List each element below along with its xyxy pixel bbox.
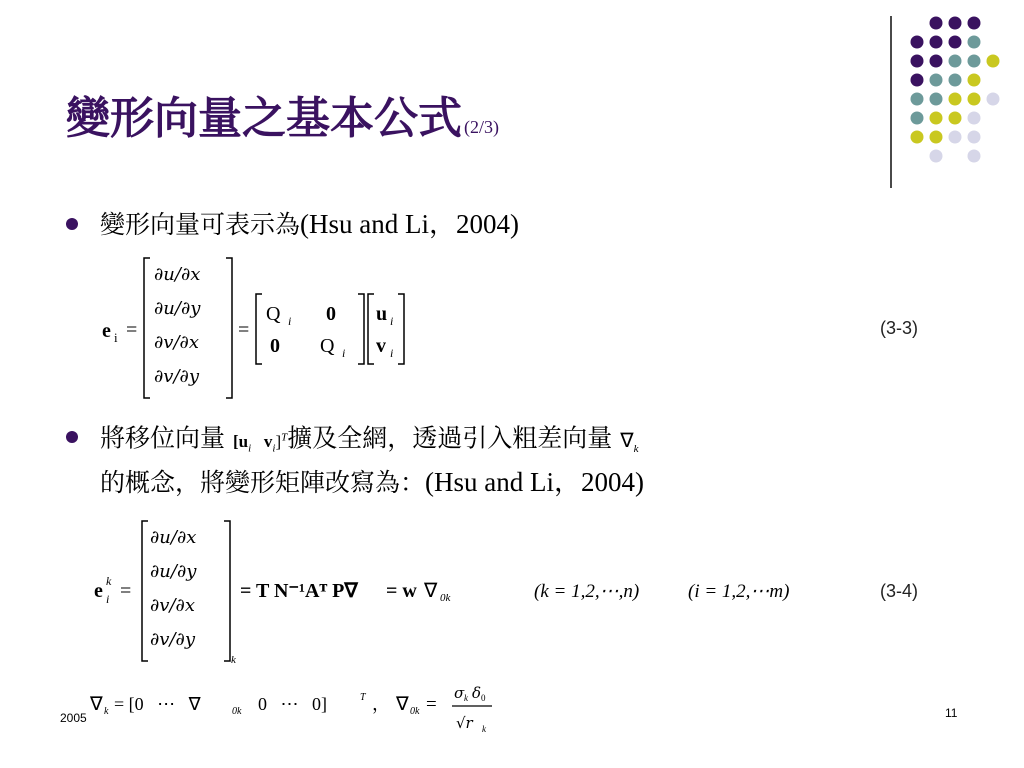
- eq1-v: v: [376, 335, 386, 357]
- eq3-left-sub: k: [104, 706, 109, 717]
- bullet-2-citation: (Hsu and Li，2004): [425, 467, 644, 497]
- eq3-row-tail: 0 ⋯ 0]: [258, 694, 327, 714]
- eq2-lhs: e: [94, 580, 103, 602]
- decor-dot: [968, 17, 981, 30]
- eq1-m11-sub: i: [288, 314, 292, 328]
- eq2-number: (3-4): [880, 581, 919, 601]
- decor-dot: [949, 17, 962, 30]
- decor-dot: [968, 150, 981, 163]
- decor-dot: [968, 131, 981, 144]
- decor-dot: [987, 93, 1000, 106]
- footer-year: 2005: [60, 711, 87, 725]
- eq1-equals-2: =: [238, 319, 250, 341]
- inline-vec-sup: T: [281, 431, 288, 443]
- bullet-marker: [66, 218, 78, 230]
- decor-dot: [911, 131, 924, 144]
- decor-dot: [968, 93, 981, 106]
- bullet-1-text: [100, 204, 519, 245]
- eq2-vec-3: ∂v/∂x: [150, 595, 195, 616]
- decor-dot: [968, 55, 981, 68]
- bullet-marker: [66, 431, 78, 443]
- bullet-1-cjk: 變形向量可表示為: [100, 210, 301, 239]
- eq3-equals: =: [426, 694, 437, 715]
- eq2-range-k: (k = 1,2,⋯,n): [534, 581, 640, 602]
- decor-dot: [930, 55, 943, 68]
- eq2-equals: =: [120, 580, 132, 602]
- decor-dot: [911, 112, 924, 125]
- inline-nabla-symbol: ∇: [620, 429, 634, 452]
- eq2-tail-sub: 0k: [440, 592, 451, 604]
- eq1-m12: 0: [326, 303, 336, 325]
- eq1-m22: Q: [320, 335, 335, 357]
- eq3-right: ∇: [396, 694, 409, 715]
- eq3-den-sub: k: [482, 724, 486, 734]
- eq1-vec-4: ∂v/∂y: [154, 366, 200, 387]
- equation-3-3: [90, 252, 960, 402]
- eq3-num-delta: δ: [472, 684, 482, 702]
- inline-nabla: [620, 429, 639, 455]
- eq1-m11: Q: [266, 303, 281, 325]
- bullet-2-line-2-cjk: 的概念，將變形矩陣改寫為：: [100, 468, 426, 497]
- bullet-2-line-2: [100, 462, 644, 503]
- bullet-2-text-a: 將移位向量: [100, 423, 226, 453]
- eq3-num-sub: k: [464, 693, 468, 703]
- eq1-m21: 0: [270, 335, 280, 357]
- inline-vec-v: v: [263, 431, 273, 451]
- decor-dot: [968, 112, 981, 125]
- eq1-number: (3-3): [880, 318, 919, 338]
- decor-dot: [968, 36, 981, 49]
- eq3-num: σ: [454, 684, 465, 702]
- inline-vec-u: [u: [232, 431, 249, 451]
- eq3-num-delta-sub: 0: [481, 693, 486, 703]
- eq1-u: u: [376, 303, 388, 325]
- decor-dot: [930, 131, 943, 144]
- eq1-vec-2: ∂u/∂y: [154, 298, 201, 319]
- bullet-1-citation: (Hsu and Li，2004): [300, 209, 519, 239]
- decor-dot: [930, 112, 943, 125]
- bullet-2-text-b: 擴及全網，透過引入粗差向量: [287, 423, 613, 453]
- eq3-right-sub: 0k: [410, 706, 420, 717]
- eq1-m22-sub: i: [342, 346, 346, 360]
- equation-nabla-definition: [90, 680, 520, 750]
- eq2-vec-4: ∂v/∂y: [150, 629, 196, 650]
- eq3-left: ∇: [90, 694, 103, 715]
- eq2-vec-2: ∂u/∂y: [150, 561, 197, 582]
- decor-dot: [911, 93, 924, 106]
- eq2-rhs-full: N⁻¹Aᵀ P∇: [274, 580, 358, 602]
- decor-dot: [911, 36, 924, 49]
- eq2-rhs-eq: = w: [386, 580, 417, 602]
- bullet-2-line-1: [100, 417, 639, 469]
- decor-dot: [930, 17, 943, 30]
- decor-dot: [911, 55, 924, 68]
- slide-title-suffix: (2/3): [464, 117, 499, 137]
- decor-dot: [968, 74, 981, 87]
- decor-dot: [949, 112, 962, 125]
- eq2-lhs-sup: k: [106, 574, 112, 588]
- eq1-u-sub: i: [390, 314, 394, 328]
- equation-3-4: [90, 515, 960, 665]
- eq1-vec-1: ∂u/∂x: [154, 264, 201, 285]
- eq1-equals: =: [126, 319, 138, 341]
- eq2-vec-1: ∂u/∂x: [150, 527, 197, 548]
- decor-dot: [949, 131, 962, 144]
- decor-dot: [949, 93, 962, 106]
- eq2-rhs: = T: [240, 580, 270, 602]
- eq1-v-sub: i: [390, 346, 394, 360]
- eq2-rhs-tail: ∇: [424, 580, 438, 602]
- inline-nabla-sub: k: [633, 442, 639, 455]
- slide-title: [66, 82, 499, 146]
- eq1-lhs: e: [102, 320, 111, 342]
- decor-dot: [949, 36, 962, 49]
- decor-dot: [930, 93, 943, 106]
- eq1-vec-3: ∂v/∂x: [154, 332, 199, 353]
- eq2-range-i: (i = 1,2,⋯m): [688, 581, 790, 602]
- inline-displacement-vector: [$u_i$ $v_i]^T$: [232, 431, 288, 455]
- page-number: 11: [945, 706, 958, 720]
- decor-dot: [930, 36, 943, 49]
- decor-dot: [949, 74, 962, 87]
- dot-grid-decoration: [900, 12, 1010, 172]
- slide-title-text: 變形向量之基本公式: [66, 93, 462, 144]
- eq3-sep: ，: [372, 694, 390, 715]
- eq3-row-sup: T: [360, 692, 366, 703]
- decor-dot: [930, 150, 943, 163]
- eq3-den: √r: [456, 714, 473, 732]
- decor-dot: [930, 74, 943, 87]
- decor-dot: [911, 74, 924, 87]
- vertical-divider: [890, 16, 892, 188]
- eq1-lhs-sub: i: [114, 330, 118, 345]
- decor-dot: [949, 55, 962, 68]
- decor-dot: [987, 55, 1000, 68]
- eq2-lhs-sub: i: [106, 592, 110, 606]
- eq3-row: = [0 ⋯ ∇: [114, 694, 201, 714]
- eq2-bracket-sub: k: [231, 654, 236, 666]
- eq3-row-sub: 0k: [232, 706, 242, 717]
